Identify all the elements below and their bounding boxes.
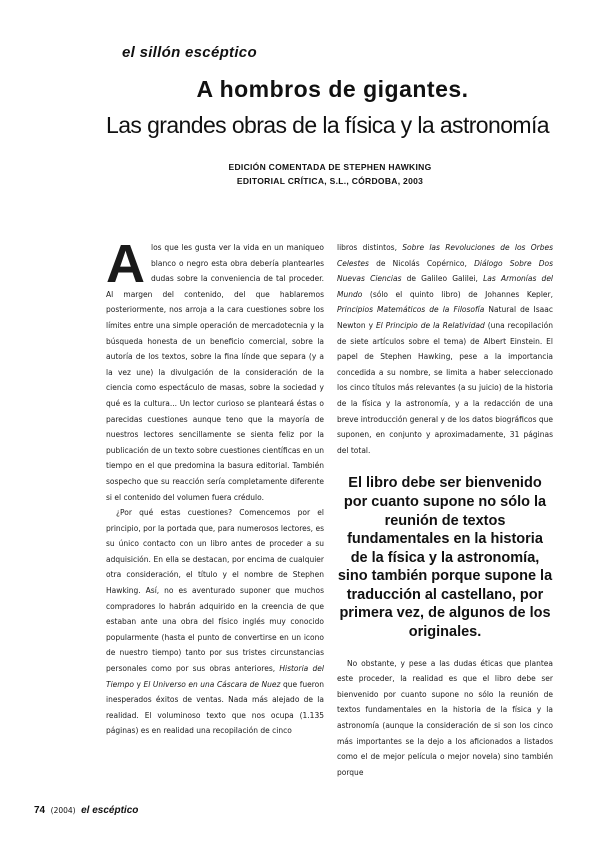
cont-text-1: libros distintos, [337, 243, 403, 252]
issue-year: (2004) [50, 806, 76, 815]
paragraph-2-text: ¿Por qué estas cuestiones? Comencemos por el principio, por la portada que, para numerosos lectores, es su único contacto con un libro antes de proceder a su adquisición. En ella se destacan, por encima de cualquier otra consideración, el título y el nombre de Stephen Hawking. Así, no es aventurado suponer que muchos compradores lo habrán adquirido en la creencia de que estaban ante una obra del físico inglés muy conocido popularmente (hasta el punto de convertirse en un icono de nuestro tiempo) tanto por sus tristes circunstancias personales como por sus obras anteriores, [106, 508, 324, 674]
section-label: el sillón escéptico [122, 44, 257, 61]
book-info [160, 160, 500, 188]
book-title-kepler: Las Armonías del Mundo [337, 274, 554, 299]
paragraph-2-join: y [133, 679, 144, 689]
left-column [106, 234, 324, 739]
cont-text-4: (sólo el quinto libro) de Johannes Kepler, [362, 289, 553, 299]
paragraph-1-text: los que les gusta ver la vida en un maniqueo blanco o negro esta obra debería plantearles dudas sobre la conveniencia de tal proceder. Al margen del contenido, del que hablaremos posteriormente, nos arroja a la cara cuestiones sobre los límites entre una simple operación de mercadotecnia y la búsqueda honesta de un beneficio comercial, sobre la autoría de los textos, sobre la fina línde que separa (y a la vez une) la divulgación de la consideración de la ciencia como espectáculo de masas, sobre la sociedad y qué es la cultura... Un lector curioso se planteará éstas o parecidas cuestiones aunque teno que la mayoría de nuestros lectores sencillamente se sienta feliz por la publicación de un texto sobre cuestiones científicas en un tiempo en el que predomina la basura editorial. También sospecho que su reacción sería completamente diferente si el contenido del volumen fuera crédulo. [106, 243, 324, 502]
cont-text-6: (una recopilación de siete artículos sobre el tema) de Albert Einstein. El papel de Stephen Hawking, pese a la importancia concedida a su nombre, se limita a haber seleccionado los cinco títulos más relevantes (a su juicio) de la historia de la física y la astronomía, y a la redacción de una breve introducción general y de los datos biográficos que suponen, en conjunto y aproximadamente, 31 páginas del total. [337, 320, 553, 455]
pull-quote: El libro debe ser bienvenido por cuanto supone no sólo la reunión de textos fundamentales en la historia de la física y la astronomía, sino también porque supone la traducción al castellano, por primera vez, de algunos de los originales. [337, 475, 553, 641]
paragraph-2-end: que fueron inesperados éxitos de ventas. Nada más alejado de la realidad. El voluminoso texto que nos ocupa (1.135 páginas) es en realidad una recopilación de cinco [106, 679, 324, 736]
article-title: A hombros de gigantes. [196, 76, 469, 102]
book-title-newton: Principios Matemáticos de la Filosofía [337, 305, 485, 315]
magazine-name: el escéptico [81, 805, 139, 816]
paragraph-continued [337, 240, 553, 458]
paragraph-3: No obstante, y pese a las dudas éticas que plantea este proceder, la realidad es que el libro debe ser bienvenido por cuanto supone no sólo la reunión de textos fundamentales en la historia de la física y la astronomía (aunque la consideración de si son los cinco más importantes se la dejo a los aficionados a listados como el de mejor película o mejor novela) sino también porque [337, 658, 553, 777]
cont-text-5: Natural de Isaac Newton y [337, 305, 553, 330]
book-info-publisher: EDITORIAL CRÍTICA, S.L., CÓRDOBA, 2003 [236, 176, 424, 186]
book-title-einstein: El Principio de la Relatividad [375, 320, 485, 330]
page-number: 74 [34, 805, 46, 816]
book-title-historia: Historia del Tiempo [106, 664, 324, 689]
page-footer [34, 805, 138, 816]
book-title-galileo: Diálogo Sobre Dos Nuevas Ciencias [337, 258, 554, 284]
paragraph-2 [106, 505, 324, 739]
book-title-universo: El Universo en una Cáscara de Nuez [143, 679, 281, 689]
book-info-edition: EDICIÓN COMENTADA DE STEPHEN HAWKING [228, 162, 432, 172]
right-column [337, 240, 553, 780]
book-title-copernico: Sobre las Revoluciones de los Orbes Celestes [337, 243, 553, 268]
paragraph-1 [106, 234, 324, 505]
cont-text-3: de Galileo Galilei, [401, 274, 484, 284]
drop-cap: A [106, 234, 145, 294]
cont-text-2: de Nicolás Copérnico, [368, 258, 475, 268]
article-subtitle: Las grandes obras de la física y la astronomía [106, 112, 549, 138]
